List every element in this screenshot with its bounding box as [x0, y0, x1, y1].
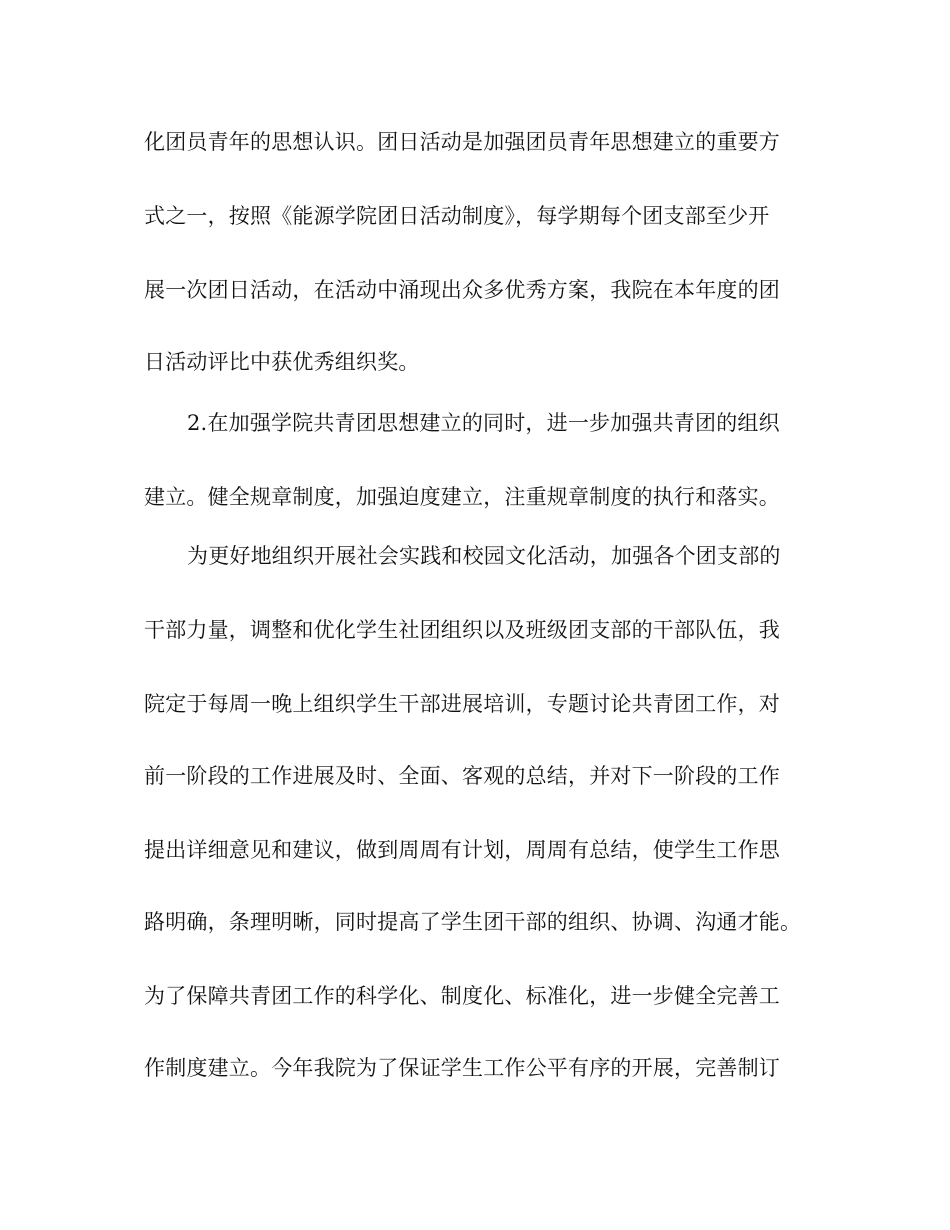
text-line-8: 干部力量，调整和优化学生社团组织以及班级团支部的干部队伍，我 — [144, 618, 780, 642]
text-line-11: 提出详细意见和建议，做到周周有计划，周周有总结，使学生工作思 — [144, 838, 780, 862]
text-line-7: 为更好地组织开展社会实践和校园文化活动，加强各个团支部的 — [187, 544, 781, 568]
text-line-14: 作制度建立。今年我院为了保证学生工作公平有序的开展，完善制订 — [144, 1056, 780, 1080]
text-line-13: 为了保障共青团工作的科学化、制度化、标准化，进一步健全完善工 — [144, 984, 780, 1008]
text-line-6: 建立。健全规章制度，加强迫度建立，注重规章制度的执行和落实。 — [144, 485, 780, 509]
text-line-2: 式之一，按照《能源学院团日活动制度》，每学期每个团支部至少开 — [144, 204, 770, 228]
text-line-5: 2.在加强学院共青团思想建立的同时，进一步加强共青团的组织 — [187, 411, 780, 435]
text-line-12: 路明确，条理明晰，同时提高了学生团干部的组织、协调、沟通才能。 — [144, 910, 802, 934]
text-line-10: 前一阶段的工作进展及时、全面、客观的总结，并对下一阶段的工作 — [144, 764, 780, 788]
text-line-3: 展一次团日活动，在活动中涌现出众多优秀方案，我院在本年度的团 — [144, 278, 780, 302]
text-line-1: 化团员青年的思想认识。团日活动是加强团员青年思想建立的重要方 — [144, 130, 780, 154]
text-line-4: 日活动评比中获优秀组织奖。 — [144, 350, 420, 374]
text-line-9: 院定于每周一晚上组织学生干部进展培训，专题讨论共青团工作，对 — [144, 692, 780, 716]
